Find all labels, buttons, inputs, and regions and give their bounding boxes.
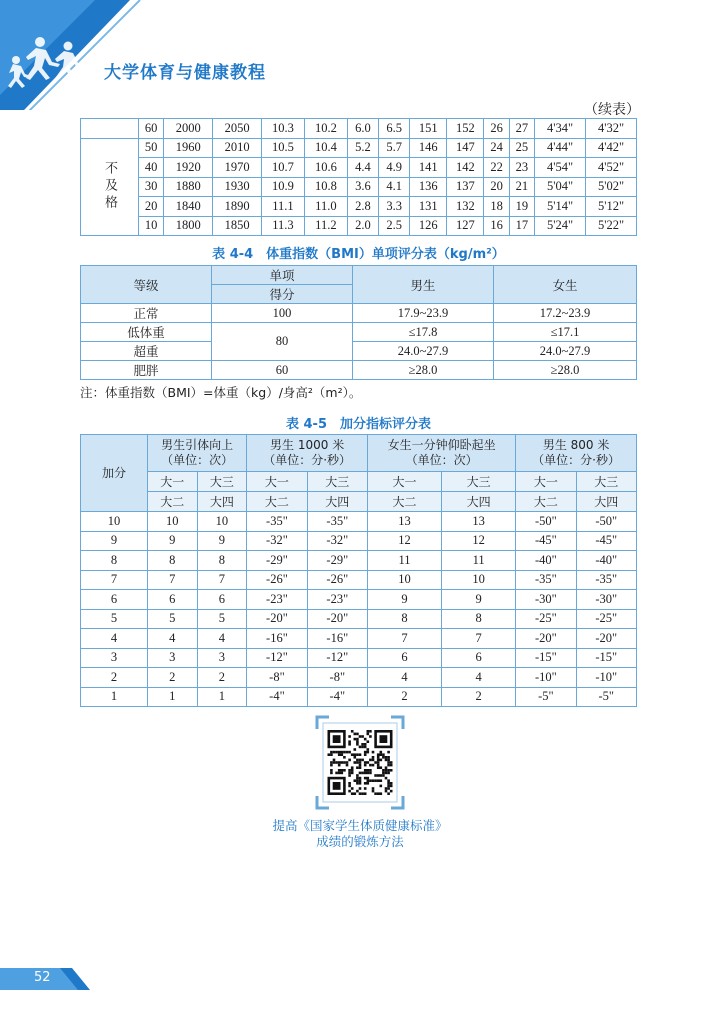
grade-cell: 大三	[307, 472, 367, 492]
group-cell-empty	[81, 119, 139, 139]
table-cell: -30"	[576, 590, 636, 610]
header-female: 女生	[494, 266, 637, 304]
grade-cell: 大二	[516, 492, 576, 512]
bmi-note: 注：体重指数（BMI）=体重（kg）/身高²（m²）。	[80, 385, 362, 400]
table-cell: 10.4	[304, 138, 347, 158]
table-cell: 136	[410, 177, 447, 197]
table-cell: 4	[442, 668, 516, 688]
table-cell: 3	[197, 648, 247, 668]
header-situp-unit: （单位：次）	[405, 453, 478, 467]
qr-caption-line2: 成绩的锻炼方法	[316, 834, 404, 849]
table-row	[81, 590, 637, 610]
table-cell: 50	[139, 138, 164, 158]
table-cell: 6	[197, 590, 247, 610]
table-cell: 13	[368, 512, 442, 532]
table-cell: -30"	[516, 590, 576, 610]
table-cell: 16	[484, 216, 509, 236]
table-cell: 2.8	[347, 197, 378, 217]
page-number-tab	[0, 968, 90, 990]
table-cell: 2000	[164, 119, 213, 139]
header-800m	[516, 435, 637, 472]
table-cell: 1960	[164, 138, 213, 158]
table-cell: 7	[148, 570, 198, 590]
bmi-male: 17.9~23.9	[353, 304, 494, 323]
table-cell: 4'32"	[585, 119, 636, 139]
table-cell: 8	[368, 609, 442, 629]
table-cell: 1970	[213, 158, 262, 178]
table-cell: -4"	[307, 687, 367, 707]
table-cell: 5'22"	[585, 216, 636, 236]
bmi-female: 17.2~23.9	[494, 304, 637, 323]
table-cell: 127	[447, 216, 484, 236]
table-cell: 10	[148, 512, 198, 532]
table-cell: 3	[148, 648, 198, 668]
bmi-score: 60	[212, 361, 353, 380]
header-situp-title: 女生一分钟仰卧起坐	[387, 438, 496, 452]
table-cell: 6	[148, 590, 198, 610]
bonus-table-caption: 表 4-5 加分指标评分表	[285, 417, 431, 432]
table-cell: 5'04"	[535, 177, 586, 197]
table-cell: 8	[442, 609, 516, 629]
table-cell: 26	[484, 119, 509, 139]
table-cell: 22	[484, 158, 509, 178]
table-cell: 5'12"	[585, 197, 636, 217]
table-cell: 10.9	[261, 177, 304, 197]
table-cell: 11.1	[261, 197, 304, 217]
table-cell: 5.7	[379, 138, 410, 158]
grade-cell: 大三	[442, 472, 516, 492]
table-row	[81, 551, 637, 571]
bmi-male: ≥28.0	[353, 361, 494, 380]
table-cell: 141	[410, 158, 447, 178]
table-cell: -20"	[516, 629, 576, 649]
table-cell: 8	[197, 551, 247, 571]
bmi-female: 24.0~27.9	[494, 342, 637, 361]
table-cell: 7	[442, 629, 516, 649]
table-row	[81, 197, 637, 217]
table-cell: 4'54"	[535, 158, 586, 178]
table-cell: 4.1	[379, 177, 410, 197]
table-cell: 5	[197, 609, 247, 629]
table-cell: 1	[197, 687, 247, 707]
table-cell: 8	[148, 551, 198, 571]
table-cell: -26"	[307, 570, 367, 590]
table-cell: 1880	[164, 177, 213, 197]
table-cell: 11.3	[261, 216, 304, 236]
table-cell: 1800	[164, 216, 213, 236]
bmi-level: 超重	[81, 342, 212, 361]
runners-logo-icon	[0, 0, 728, 110]
table-cell: 13	[442, 512, 516, 532]
continued-score-table	[80, 118, 637, 236]
table-cell: 10	[368, 570, 442, 590]
table-cell: -50"	[516, 512, 576, 532]
table-cell: 1890	[213, 197, 262, 217]
book-title: 大学体育与健康教程	[104, 63, 266, 83]
table-row	[81, 531, 637, 551]
table-cell: -26"	[247, 570, 307, 590]
table-cell: -25"	[576, 609, 636, 629]
bmi-female: ≤17.1	[494, 323, 637, 342]
table-cell: -8"	[247, 668, 307, 688]
table-cell: -29"	[247, 551, 307, 571]
table-cell: 2.5	[379, 216, 410, 236]
table-cell: 10.7	[261, 158, 304, 178]
bmi-score: 80	[212, 323, 353, 361]
table-cell: 6	[81, 590, 148, 610]
table-cell: 4	[368, 668, 442, 688]
table-cell: 4'44"	[535, 138, 586, 158]
table-cell: 20	[139, 197, 164, 217]
table-cell: 24	[484, 138, 509, 158]
table-cell: 2	[368, 687, 442, 707]
bmi-female: ≥28.0	[494, 361, 637, 380]
header-pullup	[148, 435, 247, 472]
table-cell: -4"	[247, 687, 307, 707]
grade-cell: 大二	[368, 492, 442, 512]
bmi-level: 肥胖	[81, 361, 212, 380]
table-cell: 27	[509, 119, 534, 139]
table-cell: -16"	[247, 629, 307, 649]
header-800m-title: 男生 800 米	[542, 438, 610, 452]
page-number: 52	[34, 970, 51, 985]
header-pullup-unit: （单位：次）	[161, 453, 234, 467]
table-cell: -29"	[307, 551, 367, 571]
table-cell: 9	[148, 531, 198, 551]
continued-label: （续表）	[584, 102, 640, 118]
table-cell: -40"	[576, 551, 636, 571]
table-cell: 151	[410, 119, 447, 139]
qr-caption-line1: 提高《国家学生体质健康标准》	[272, 818, 448, 833]
table-cell: 5'24"	[535, 216, 586, 236]
grade-cell: 大四	[307, 492, 367, 512]
table-cell: 152	[447, 119, 484, 139]
table-cell: 2050	[213, 119, 262, 139]
table-cell: -50"	[576, 512, 636, 532]
table-cell: -5"	[576, 687, 636, 707]
table-cell: 40	[139, 158, 164, 178]
table-cell: 147	[447, 138, 484, 158]
qr-code-icon[interactable]	[315, 715, 405, 810]
grade-cell: 大一	[247, 472, 307, 492]
header-band	[0, 0, 728, 110]
header-800m-unit: （单位：分·秒）	[532, 453, 620, 467]
table-cell: 146	[410, 138, 447, 158]
table-row	[81, 648, 637, 668]
table-cell: 10.3	[261, 119, 304, 139]
table-cell: 6	[442, 648, 516, 668]
table-cell: -15"	[576, 648, 636, 668]
table-row	[81, 119, 637, 139]
table-cell: -10"	[576, 668, 636, 688]
table-cell: 3.6	[347, 177, 378, 197]
bmi-male: 24.0~27.9	[353, 342, 494, 361]
table-cell: 21	[509, 177, 534, 197]
table-cell: -32"	[307, 531, 367, 551]
header-1000m-title: 男生 1000 米	[270, 438, 345, 452]
table-cell: 9	[442, 590, 516, 610]
table-cell: -45"	[516, 531, 576, 551]
table-cell: 142	[447, 158, 484, 178]
table-cell: 11.2	[304, 216, 347, 236]
grade-cell: 大三	[576, 472, 636, 492]
table-cell: 1920	[164, 158, 213, 178]
bmi-table-caption: 表 4-4 体重指数（BMI）单项评分表（kg/m²）	[212, 247, 505, 262]
table-cell: 11	[368, 551, 442, 571]
table-cell: 9	[368, 590, 442, 610]
table-cell: 10	[442, 570, 516, 590]
table-cell: 9	[197, 531, 247, 551]
bmi-male: ≤17.8	[353, 323, 494, 342]
table-cell: -32"	[247, 531, 307, 551]
header-score: 得分	[212, 285, 353, 304]
header-situp	[368, 435, 516, 472]
table-cell: 4'52"	[585, 158, 636, 178]
table-cell: -35"	[307, 512, 367, 532]
table-cell: 11.0	[304, 197, 347, 217]
table-cell: -15"	[516, 648, 576, 668]
table-cell: 4	[197, 629, 247, 649]
table-cell: -35"	[247, 512, 307, 532]
table-cell: 2	[442, 687, 516, 707]
bonus-score-table	[80, 434, 637, 707]
table-cell: -23"	[247, 590, 307, 610]
bmi-score-table	[80, 265, 637, 380]
table-cell: 2010	[213, 138, 262, 158]
table-cell: 12	[442, 531, 516, 551]
table-cell: 10.5	[261, 138, 304, 158]
table-cell: 5	[81, 609, 148, 629]
header-level: 等级	[81, 266, 212, 304]
table-cell: 5.2	[347, 138, 378, 158]
grade-cell: 大四	[197, 492, 247, 512]
table-cell: -45"	[576, 531, 636, 551]
table-cell: 17	[509, 216, 534, 236]
bmi-level: 低体重	[81, 323, 212, 342]
table-cell: -8"	[307, 668, 367, 688]
table-cell: -12"	[307, 648, 367, 668]
header-1000m-unit: （单位：分·秒）	[263, 453, 352, 467]
table-cell: -35"	[576, 570, 636, 590]
table-cell: -16"	[307, 629, 367, 649]
grade-cell: 大一	[516, 472, 576, 492]
table-cell: 19	[509, 197, 534, 217]
table-cell: 10.6	[304, 158, 347, 178]
table-cell: 2	[197, 668, 247, 688]
table-cell: 18	[484, 197, 509, 217]
table-cell: 2.0	[347, 216, 378, 236]
bmi-score: 100	[212, 304, 353, 323]
table-cell: -35"	[516, 570, 576, 590]
table-cell: 5'02"	[585, 177, 636, 197]
table-cell: 4.4	[347, 158, 378, 178]
table-cell: 6	[368, 648, 442, 668]
table-row	[81, 687, 637, 707]
table-cell: -12"	[247, 648, 307, 668]
table-cell: 7	[81, 570, 148, 590]
table-cell: 30	[139, 177, 164, 197]
table-cell: 2	[148, 668, 198, 688]
table-cell: 3	[81, 648, 148, 668]
grade-cell: 大四	[576, 492, 636, 512]
header-bonus: 加分	[81, 435, 148, 512]
table-cell: 132	[447, 197, 484, 217]
table-cell: 137	[447, 177, 484, 197]
table-cell: -23"	[307, 590, 367, 610]
qr-caption	[220, 818, 500, 850]
table-cell: 5'14"	[535, 197, 586, 217]
table-cell: 60	[139, 119, 164, 139]
table-cell: 10.8	[304, 177, 347, 197]
table-cell: 4.9	[379, 158, 410, 178]
table-row	[81, 609, 637, 629]
table-cell: 25	[509, 138, 534, 158]
header-item: 单项	[212, 266, 353, 285]
table-cell: 12	[368, 531, 442, 551]
table-cell: 11	[442, 551, 516, 571]
table-cell: 1840	[164, 197, 213, 217]
header-male: 男生	[353, 266, 494, 304]
header-pullup-title: 男生引体向上	[161, 438, 234, 452]
table-cell: 1	[81, 687, 148, 707]
table-cell: 23	[509, 158, 534, 178]
table-cell: -40"	[516, 551, 576, 571]
table-cell: 8	[81, 551, 148, 571]
table-cell: 10	[197, 512, 247, 532]
table-cell: 9	[81, 531, 148, 551]
table-row	[81, 158, 637, 178]
bmi-level: 正常	[81, 304, 212, 323]
table-cell: 131	[410, 197, 447, 217]
grade-cell: 大三	[197, 472, 247, 492]
grade-cell: 大二	[247, 492, 307, 512]
table-row	[81, 570, 637, 590]
table-cell: 126	[410, 216, 447, 236]
table-cell: 4'34"	[535, 119, 586, 139]
grade-cell: 大一	[148, 472, 198, 492]
table-cell: -5"	[516, 687, 576, 707]
group-label: 不及格	[81, 138, 139, 236]
grade-cell: 大四	[442, 492, 516, 512]
table-cell: 1850	[213, 216, 262, 236]
table-row	[81, 512, 637, 532]
table-cell: -10"	[516, 668, 576, 688]
table-cell: 5	[148, 609, 198, 629]
table-cell: 1930	[213, 177, 262, 197]
table-cell: 4	[81, 629, 148, 649]
table-cell: -20"	[307, 609, 367, 629]
table-cell: 2	[81, 668, 148, 688]
table-cell: 7	[368, 629, 442, 649]
table-cell: 10.2	[304, 119, 347, 139]
table-row	[81, 668, 637, 688]
grade-cell: 大一	[368, 472, 442, 492]
table-cell: -25"	[516, 609, 576, 629]
table-cell: 3.3	[379, 197, 410, 217]
table-cell: 7	[197, 570, 247, 590]
table-cell: -20"	[247, 609, 307, 629]
table-cell: 4	[148, 629, 198, 649]
table-cell: -20"	[576, 629, 636, 649]
table-cell: 4'42"	[585, 138, 636, 158]
grade-cell: 大二	[148, 492, 198, 512]
table-row	[81, 216, 637, 236]
table-row	[81, 138, 637, 158]
table-cell: 20	[484, 177, 509, 197]
table-cell: 10	[81, 512, 148, 532]
table-cell: 10	[139, 216, 164, 236]
table-cell: 6.5	[379, 119, 410, 139]
table-row	[81, 629, 637, 649]
table-cell: 6.0	[347, 119, 378, 139]
table-cell: 1	[148, 687, 198, 707]
table-row	[81, 177, 637, 197]
header-1000m	[247, 435, 368, 472]
